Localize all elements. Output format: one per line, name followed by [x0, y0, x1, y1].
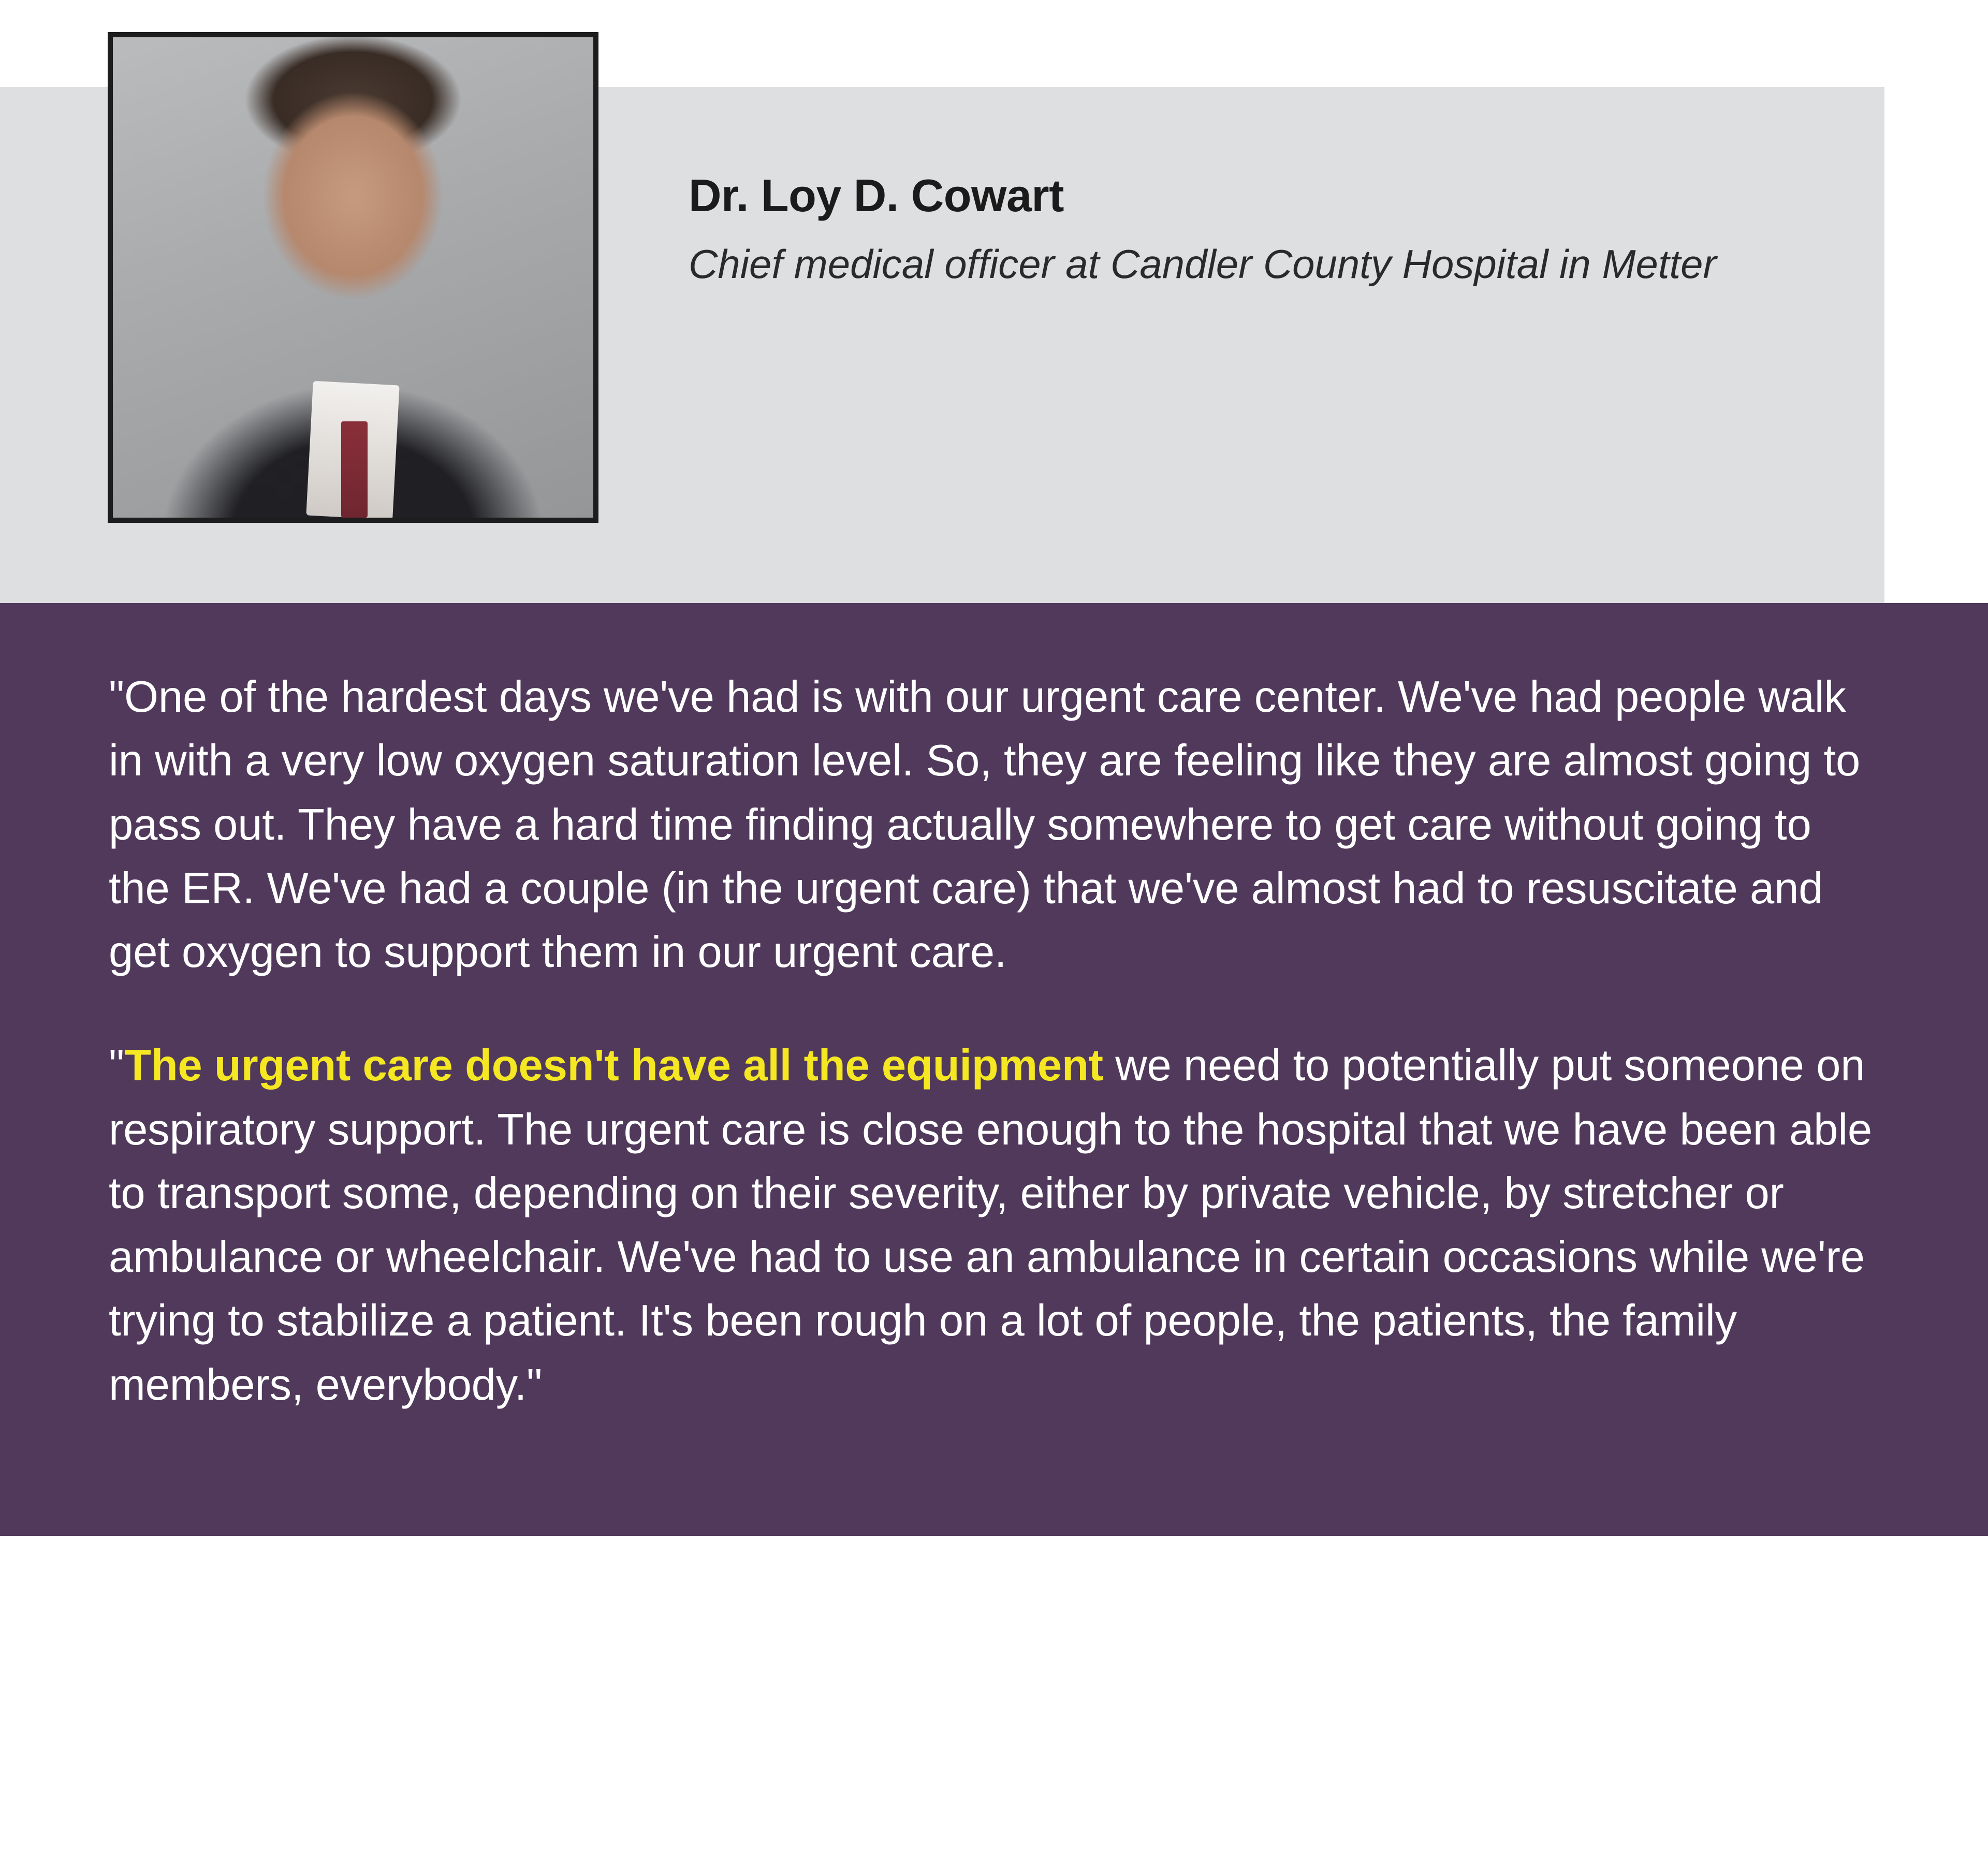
highlighted-phrase: The urgent care doesn't have all the equipment: [124, 1041, 1103, 1091]
person-info: [689, 171, 1869, 291]
quote-paragraph-2: [109, 1034, 1879, 1417]
page-title: Dr. Loy D. Cowart: [689, 170, 1064, 221]
necktie-detail: [341, 421, 368, 518]
quote-paragraph-1: "One of the hardest days we've had is with our urgent care center. We've had people walk in with a very low oxygen saturation level. So, they are feeling like they are almost going to pass out. They have a hard time finding actually somewhere to get care without going to the ER. We've had a couple (in the urgent care) that we've almost had to resuscitate and get oxygen to support them in our urgent care.: [109, 672, 1861, 977]
person-role: Chief medical officer at Candler County Hospital in Metter: [689, 241, 1717, 287]
card-header: [0, 0, 1988, 603]
quote-open-mark: ": [109, 1041, 124, 1091]
avatar: [108, 32, 598, 523]
quote-paragraph-2-rest: we need to potentially put someone on respiratory support. The urgent care is close enough to the hospital that we have been able to transport some, depending on their severity, either by private vehicle, by stretcher or ambulance or wheelchair. We've had to use an ambulance in certain occasions while we're trying to stabilize a patient. It's been rough on a lot of people, the patients, the family members, everybody.": [109, 1041, 1872, 1410]
quote-body: [0, 603, 1988, 1536]
